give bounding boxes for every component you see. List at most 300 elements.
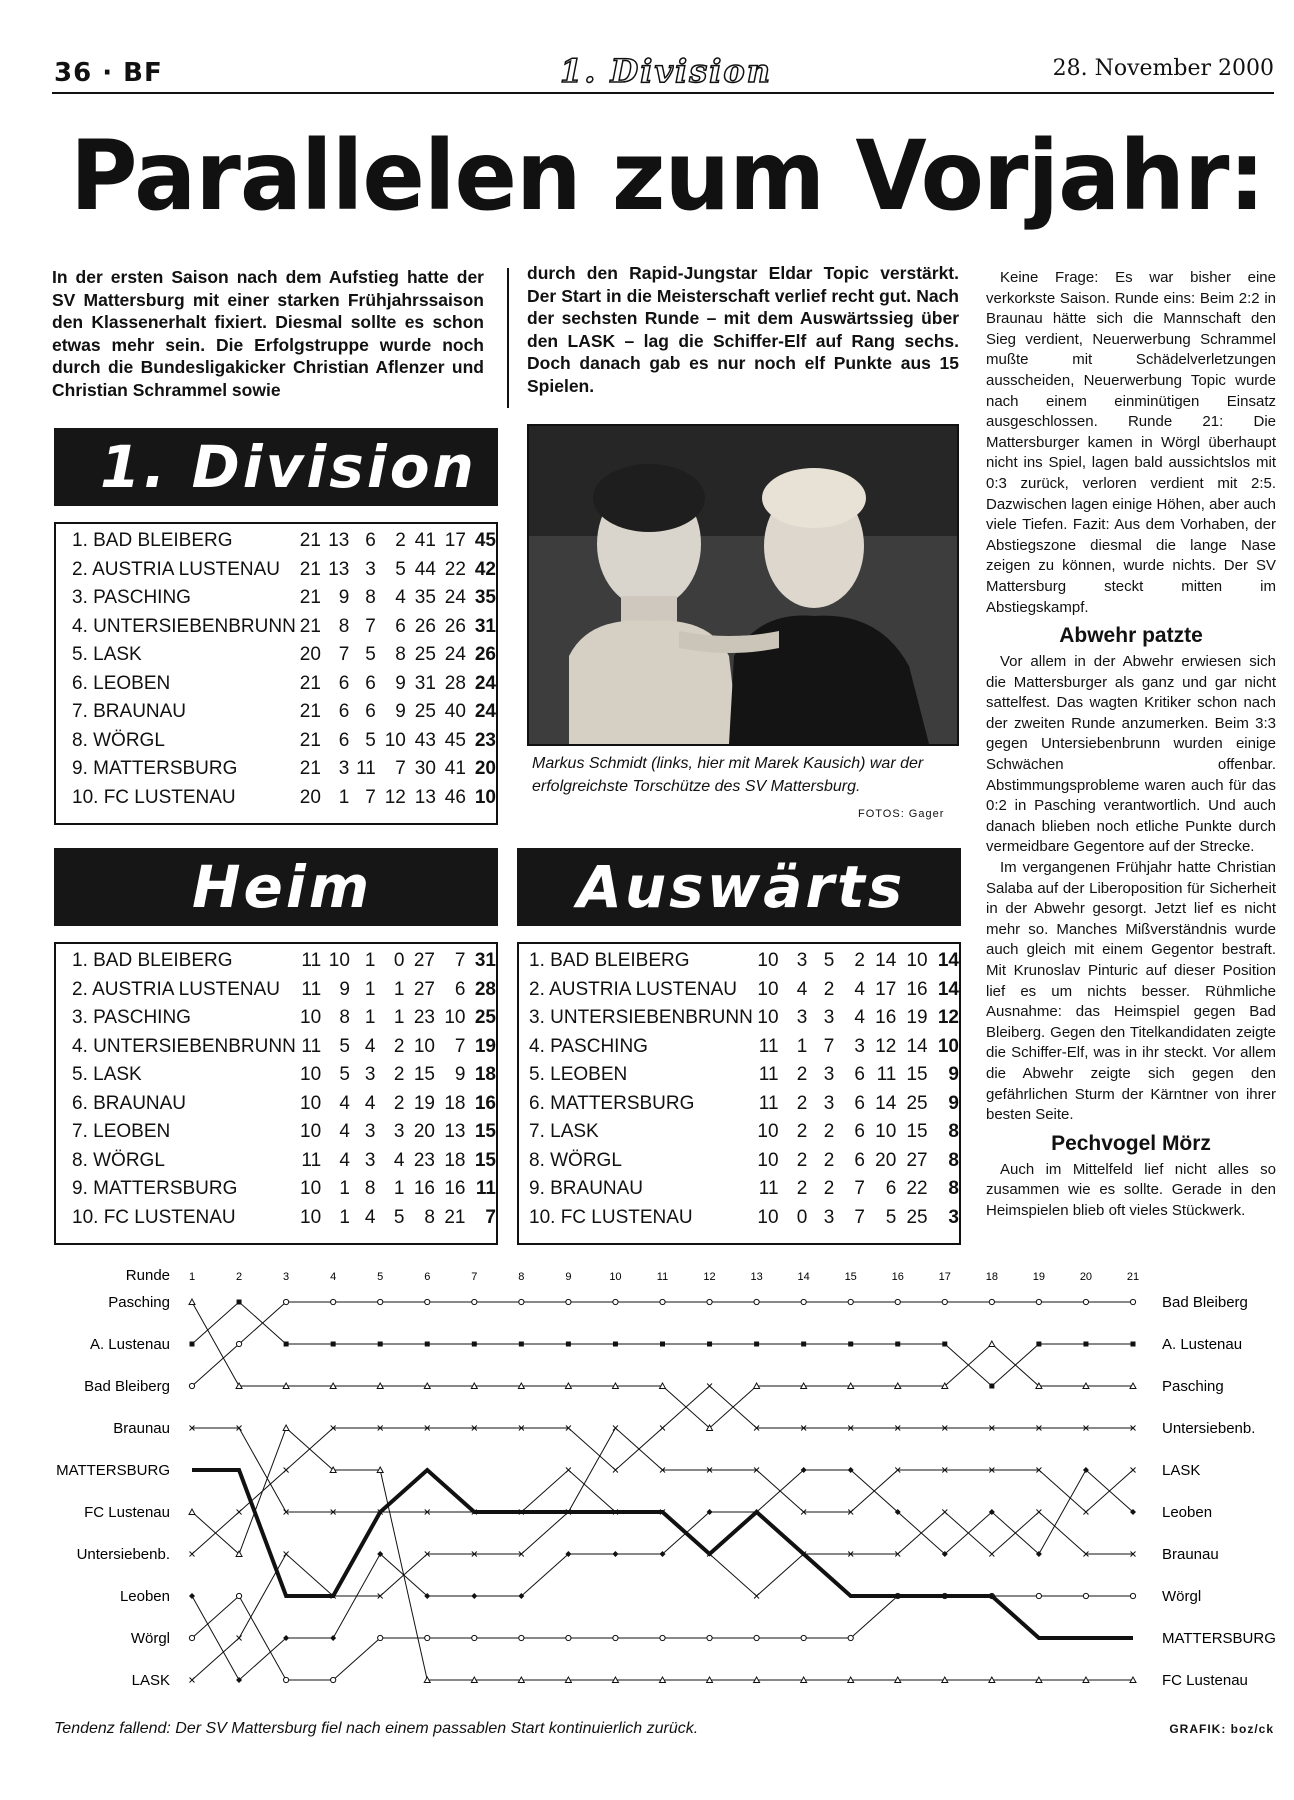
team-name: 5. LEOBEN	[529, 1064, 628, 1085]
stat-cell: 40	[444, 701, 466, 722]
stat-cell: 14	[906, 1035, 928, 1057]
stat-cell: 17	[444, 530, 466, 551]
stat-cell: 5	[339, 1064, 350, 1085]
left-rank-label: MATTERSBURG	[56, 1462, 170, 1479]
stat-cell: 2	[395, 530, 406, 551]
stat-cell: 8	[364, 1178, 376, 1199]
round-tick-label: 18	[985, 1271, 998, 1283]
stat-cell: 8	[339, 1007, 350, 1028]
data-point	[425, 1635, 430, 1640]
team-name: 7. BRAUNAU	[72, 701, 187, 722]
right-rank-label: LASK	[1162, 1462, 1201, 1479]
points-cell: 9	[948, 1064, 959, 1085]
stat-cell: 13	[444, 1121, 466, 1142]
table-row	[72, 556, 496, 585]
stat-cell: 5	[885, 1206, 897, 1228]
points-cell: 25	[474, 1007, 496, 1028]
stat-cell: 3	[823, 1206, 835, 1228]
data-point	[801, 1342, 806, 1347]
data-point	[989, 1341, 995, 1347]
points-cell: 10	[474, 786, 496, 808]
data-point	[237, 1510, 242, 1515]
data-point	[283, 1425, 289, 1431]
column-rule	[507, 268, 509, 408]
data-point	[707, 1635, 712, 1640]
stat-cell: 6	[854, 1092, 865, 1114]
right-rank-label: Bad Bleiberg	[1162, 1294, 1248, 1311]
stat-cell: 7	[854, 1178, 865, 1199]
data-point	[660, 1426, 665, 1431]
data-point	[519, 1635, 524, 1640]
data-point	[613, 1426, 618, 1431]
stat-cell: 3	[338, 758, 350, 779]
round-tick-label: 4	[330, 1271, 337, 1283]
stat-cell: 2	[823, 1121, 835, 1142]
data-point	[707, 1299, 712, 1304]
stat-cell: 13	[328, 558, 350, 580]
stat-cell: 7	[338, 644, 350, 665]
stat-cell: 11	[758, 1064, 779, 1085]
team-name: 3. PASCHING	[72, 587, 191, 608]
data-point	[989, 1552, 994, 1557]
points-cell: 35	[474, 587, 496, 608]
data-point	[284, 1677, 289, 1682]
stat-cell: 7	[365, 615, 376, 637]
data-point	[519, 1299, 524, 1304]
data-point	[190, 1552, 195, 1557]
stat-cell: 6	[395, 615, 406, 637]
data-point	[848, 1299, 853, 1304]
stat-cell: 9	[454, 1064, 466, 1085]
stat-cell: 15	[906, 1064, 928, 1085]
stat-cell: 45	[444, 729, 466, 751]
data-point	[1036, 1593, 1041, 1598]
stat-cell: 30	[414, 758, 436, 779]
data-point	[331, 1677, 336, 1682]
stat-cell: 12	[384, 786, 406, 808]
stat-cell: 2	[823, 978, 835, 1000]
stat-cell: 4	[364, 1206, 376, 1228]
data-point	[942, 1510, 947, 1515]
stat-cell: 3	[796, 1007, 808, 1028]
stat-cell: 0	[796, 1206, 808, 1228]
stat-cell: 3	[365, 558, 376, 580]
stat-cell: 10	[757, 950, 779, 971]
round-tick-label: 3	[283, 1271, 290, 1283]
table-row	[72, 1004, 496, 1033]
data-point	[378, 1299, 383, 1304]
data-point	[660, 1342, 665, 1347]
intro-column-2: durch den Rapid-Jungstar Eldar Topic verstärkt. Der Start in die Meisterschaft verlief recht gut. Nach der sechsten Runde – mit dem Auswärtssieg über den LASK – lag die Schiffer-Elf auf Rang sechs. Doch danach gab es nur noch elf Punkte aus 15 Spielen.	[527, 263, 959, 396]
stat-cell: 10	[875, 1121, 897, 1142]
stat-cell: 21	[299, 701, 321, 722]
stat-cell: 10	[328, 950, 350, 971]
team-name: 2. AUSTRIA LUSTENAU	[72, 558, 281, 580]
team-name: 7. LASK	[529, 1121, 599, 1142]
data-point	[519, 1342, 524, 1347]
table-row	[72, 527, 496, 556]
stat-cell: 5	[395, 558, 406, 580]
left-rank-label: A. Lustenau	[89, 1336, 170, 1353]
section-title: 1. Division	[560, 52, 772, 90]
stat-cell: 16	[444, 1178, 466, 1199]
stat-cell: 7	[454, 950, 466, 971]
stat-cell: 10	[757, 1149, 779, 1171]
round-tick-label: 8	[518, 1271, 525, 1283]
stat-cell: 9	[339, 978, 350, 1000]
stat-cell: 22	[444, 558, 466, 580]
points-cell: 18	[474, 1064, 496, 1085]
table-row	[72, 947, 496, 976]
stat-cell: 41	[414, 530, 436, 551]
stat-cell: 10	[444, 1007, 466, 1028]
table-row	[72, 1204, 496, 1233]
stat-cell: 3	[393, 1121, 405, 1142]
stat-cell: 16	[413, 1178, 435, 1199]
stat-cell: 1	[796, 1035, 808, 1057]
points-cell: 28	[474, 978, 496, 1000]
table-row	[72, 1147, 496, 1176]
stat-cell: 4	[364, 1092, 376, 1114]
data-point	[1131, 1468, 1136, 1473]
data-point	[330, 1635, 336, 1641]
stat-cell: 2	[393, 1092, 405, 1114]
stat-cell: 10	[757, 1007, 779, 1028]
right-rank-label: Leoben	[1162, 1504, 1213, 1521]
stat-cell: 25	[906, 1092, 928, 1114]
round-tick-label: 21	[1126, 1271, 1140, 1283]
stat-cell: 10	[757, 1121, 779, 1142]
stat-cell: 35	[414, 587, 436, 608]
table-row	[529, 1118, 959, 1147]
stat-cell: 25	[414, 701, 436, 722]
data-point	[284, 1299, 289, 1304]
data-point	[989, 1299, 994, 1304]
table-row	[72, 698, 496, 727]
stat-cell: 24	[444, 644, 466, 665]
stat-cell: 27	[413, 978, 435, 1000]
stat-cell: 19	[413, 1092, 435, 1114]
series-line	[192, 1302, 1133, 1428]
subheading-pechvogel: Pechvogel Mörz	[1051, 1131, 1211, 1155]
data-point	[378, 1342, 383, 1347]
stat-cell: 7	[454, 1035, 466, 1057]
stat-cell: 3	[854, 1035, 865, 1057]
left-rank-label: Wörgl	[130, 1630, 170, 1647]
data-point	[613, 1468, 618, 1473]
stat-cell: 10	[300, 1007, 322, 1028]
stat-cell: 7	[395, 758, 406, 779]
stat-cell: 44	[414, 558, 436, 580]
chart-caption: Tendenz fallend: Der SV Mattersburg fiel nach einem passablen Start kontinuierlich zurück.	[54, 1720, 699, 1737]
stat-cell: 2	[393, 1064, 405, 1085]
paragraph: Keine Frage: Es war bisher eine verkorkste Saison. Runde eins: Beim 2:2 in Braunau hätte sich die Mannschaft den Sieg verdient, Neuerwerbung Schrammel mußte mit Schädelverletzungen ausscheiden, Neuerwerbung Topic wurde nach einem einminütigen Einsatz ausgeschlossen. Runde 21: Die Mattersburger kamen in Wörgl überhaupt nicht ins Spiel, lagen bald aussichtslos mit 0:3 zurück, verloren verdient mit 2:5. Dazwischen lagen einige Höhen, aber auch viele Tiefen. Fazit: Aus dem Vorhaben, der Abstiegszone diesmal die lange Nase zeigen zu können, wurde nichts. Der SV Mattersburg steckt mitten im Abstiegskampf.	[986, 269, 1276, 616]
data-point	[660, 1299, 665, 1304]
issue-date: 28. November 2000	[1052, 56, 1274, 81]
data-point	[613, 1299, 618, 1304]
table-row	[72, 1033, 496, 1062]
stat-cell: 46	[444, 786, 466, 808]
stat-cell: 2	[823, 1149, 835, 1171]
stat-cell: 27	[413, 950, 435, 971]
data-point	[1036, 1299, 1041, 1304]
data-point	[566, 1299, 571, 1304]
paragraph: Vor allem in der Abwehr erwiesen sich die Mattersburger als ganz und gar nicht sattelfest. Das wagten Kritiker schon nach der zweiten Runde anzumerken. Beim 3:3 gegen Untersiebenbrunn wurden einige Schwächen offenbar. Abstimmungsprobleme waren auch für das 0:2 in Pasching verantwortlich. Und auch danach blieben noch etliche Punkte durch vermeidbare Gegentore auf der Strecke.	[986, 653, 1276, 856]
team-name: 4. UNTERSIEBENBRUNN	[72, 1035, 296, 1057]
stat-cell: 11	[301, 950, 322, 971]
stat-cell: 1	[364, 1007, 376, 1028]
stat-cell: 22	[906, 1178, 928, 1199]
stat-cell: 0	[393, 950, 405, 971]
data-point	[566, 1468, 571, 1473]
left-rank-label: Pasching	[108, 1294, 170, 1311]
stat-cell: 13	[414, 786, 436, 808]
points-cell: 24	[474, 672, 496, 694]
data-point	[190, 1342, 195, 1347]
stat-cell: 7	[854, 1206, 865, 1228]
table-row	[72, 1061, 496, 1090]
stat-cell: 25	[414, 644, 436, 665]
stat-cell: 11	[758, 1178, 779, 1199]
paragraph: Im vergangenen Frühjahr hatte Christian Salaba auf der Liberoposition für Sicherheit in der Abwehr gesorgt. Jetzt lief es nicht mehr so. Manches Mißverständnis wurde auch gleich mit einem Gegentor bestraft. Mit Krunoslav Pinturic auf dieser Position lief es um nichts besser. Rühmliche Ausnahme: das Heimspiel gegen Bad Bleiberg. Gegen den Titelkandidaten zeigte die Schiffer-Elf, was in ihr steckt. Vor allem die Abwehr zeigte sich gegen den gefährlichen Sturm der Kärntner von ihrer besten Seite.	[986, 859, 1276, 1124]
data-point	[1083, 1299, 1088, 1304]
table-row	[529, 1061, 959, 1090]
photo-credit: FOTOS: Gager	[858, 808, 945, 820]
left-rank-label: LASK	[131, 1672, 170, 1689]
stat-cell: 27	[906, 1149, 928, 1171]
data-point	[989, 1384, 994, 1389]
team-name: 6. MATTERSBURG	[529, 1092, 695, 1114]
heim-table-title: Heim	[54, 848, 498, 926]
data-point	[331, 1299, 336, 1304]
stat-cell: 3	[364, 1149, 376, 1171]
team-name: 5. LASK	[72, 644, 142, 665]
table-row	[72, 670, 496, 699]
data-point	[754, 1594, 759, 1599]
stat-cell: 20	[413, 1121, 435, 1142]
stat-cell: 9	[395, 701, 406, 722]
data-point	[190, 1678, 195, 1683]
stat-cell: 10	[413, 1035, 435, 1057]
points-cell: 45	[474, 530, 496, 551]
stat-cell: 21	[299, 558, 321, 580]
points-cell: 14	[937, 978, 959, 1000]
stat-cell: 5	[365, 644, 376, 665]
stat-cell: 6	[854, 1121, 865, 1142]
round-tick-label: 6	[424, 1271, 431, 1283]
stat-cell: 10	[300, 1092, 322, 1114]
team-name: 9. MATTERSBURG	[72, 758, 238, 779]
stat-cell: 2	[393, 1035, 405, 1057]
stat-cell: 21	[299, 729, 321, 751]
data-point	[237, 1300, 242, 1305]
stat-cell: 18	[444, 1092, 466, 1114]
round-tick-label: 20	[1079, 1271, 1093, 1283]
team-name: 7. LEOBEN	[72, 1121, 171, 1142]
stat-cell: 25	[906, 1206, 928, 1228]
round-tick-label: 19	[1032, 1271, 1046, 1283]
stat-cell: 15	[413, 1064, 435, 1085]
data-point	[801, 1635, 806, 1640]
table-row	[72, 755, 496, 784]
data-point	[1130, 1299, 1135, 1304]
standings-chart	[40, 1260, 1280, 1710]
stat-cell: 20	[299, 786, 321, 808]
data-point	[613, 1342, 618, 1347]
data-point	[425, 1299, 430, 1304]
points-cell: 31	[474, 950, 496, 971]
right-rank-label: Pasching	[1162, 1378, 1224, 1395]
data-point	[378, 1635, 383, 1640]
round-tick-label: 1	[188, 1271, 196, 1283]
round-tick-label: 5	[377, 1271, 384, 1283]
team-name: 8. WÖRGL	[529, 1149, 622, 1171]
stat-cell: 8	[395, 644, 406, 665]
stat-cell: 3	[364, 1121, 376, 1142]
team-name: 1. BAD BLEIBERG	[72, 530, 233, 551]
data-point	[1036, 1342, 1041, 1347]
left-rank-label: Leoben	[119, 1588, 170, 1605]
stat-cell: 5	[393, 1206, 405, 1228]
data-point	[942, 1342, 947, 1347]
stat-cell: 21	[299, 615, 321, 637]
team-name: 8. WÖRGL	[72, 729, 165, 751]
team-name: 2. AUSTRIA LUSTENAU	[72, 978, 281, 1000]
data-point	[236, 1341, 241, 1346]
points-cell: 23	[474, 729, 496, 751]
stat-cell: 11	[758, 1035, 779, 1057]
stat-cell: 7	[823, 1035, 835, 1057]
stat-cell: 9	[338, 587, 350, 608]
points-cell: 19	[474, 1035, 496, 1057]
paragraph: Auch im Mittelfeld lief nicht alles so zusammen wie es sollte. Gerade in den Heimspielen blieb oft vieles Stückwerk.	[986, 1160, 1276, 1219]
points-cell: 12	[937, 1007, 959, 1028]
team-name: 9. MATTERSBURG	[72, 1178, 238, 1199]
stat-cell: 21	[299, 587, 321, 608]
intro-column-1: In der ersten Saison nach dem Aufstieg hatte der SV Mattersburg mit einer starken Frühjahrssaison den Klassenerhalt fixiert. Diesmal sollte es schon etwas mehr sein. Die Erfolgstruppe wurde noch durch die Bundesligakicker Christian Aflenzer und Christian Schrammel sowie	[52, 267, 484, 400]
data-point	[754, 1299, 759, 1304]
stat-cell: 19	[906, 1007, 928, 1028]
header-rule	[52, 92, 1274, 94]
stat-cell: 8	[365, 587, 376, 608]
stat-cell: 6	[338, 672, 350, 694]
points-cell: 24	[474, 701, 496, 722]
stat-cell: 14	[875, 1092, 897, 1114]
stat-cell: 1	[338, 786, 350, 808]
team-name: 9. BRAUNAU	[529, 1178, 644, 1199]
data-point	[189, 1299, 195, 1305]
points-cell: 15	[474, 1149, 496, 1171]
team-name: 10. FC LUSTENAU	[529, 1206, 693, 1228]
stat-cell: 21	[444, 1206, 466, 1228]
stat-cell: 8	[338, 615, 350, 637]
data-point	[425, 1342, 430, 1347]
table-row	[72, 584, 496, 613]
data-point	[471, 1593, 477, 1599]
data-point	[284, 1552, 289, 1557]
stat-cell: 5	[365, 729, 376, 751]
stat-cell: 10	[906, 950, 928, 971]
data-point	[613, 1635, 618, 1640]
stat-cell: 43	[414, 729, 436, 751]
points-cell: 14	[937, 950, 959, 971]
stat-cell: 10	[757, 1206, 779, 1228]
round-tick-label: 9	[565, 1271, 572, 1283]
round-tick-label: 10	[609, 1271, 622, 1283]
chart-credit: GRAFIK: boz/ck	[1169, 1722, 1274, 1736]
data-point	[472, 1342, 477, 1347]
stat-cell: 11	[356, 758, 376, 779]
table-row	[72, 613, 496, 642]
round-tick-label: 2	[235, 1271, 243, 1283]
stat-cell: 11	[301, 978, 322, 1000]
stat-cell: 23	[413, 1149, 435, 1171]
data-point	[189, 1593, 195, 1599]
data-point	[660, 1635, 665, 1640]
left-rank-label: Braunau	[113, 1420, 170, 1437]
table-row	[72, 1118, 496, 1147]
stat-cell: 5	[339, 1035, 350, 1057]
stat-cell: 5	[823, 950, 835, 971]
data-point	[942, 1299, 947, 1304]
stat-cell: 21	[299, 758, 321, 779]
stat-cell: 11	[301, 1149, 322, 1171]
division-table	[54, 522, 498, 825]
data-point	[754, 1342, 759, 1347]
team-name: 10. FC LUSTENAU	[72, 786, 236, 808]
points-cell: 15	[474, 1121, 496, 1142]
stat-cell: 2	[796, 1178, 808, 1199]
stat-cell: 1	[339, 1206, 350, 1228]
stat-cell: 2	[854, 950, 865, 971]
data-point	[472, 1299, 477, 1304]
left-rank-label: Bad Bleiberg	[84, 1378, 170, 1395]
stat-cell: 4	[854, 1007, 865, 1028]
stat-cell: 4	[395, 587, 406, 608]
series-line	[192, 1470, 1133, 1680]
team-name: 1. BAD BLEIBERG	[529, 950, 690, 971]
stat-cell: 1	[364, 950, 376, 971]
stat-cell: 6	[338, 729, 350, 751]
round-tick-label: 12	[703, 1271, 716, 1283]
stat-cell: 2	[796, 1092, 808, 1114]
stat-cell: 13	[328, 530, 350, 551]
right-rank-label: FC Lustenau	[1162, 1672, 1248, 1689]
stat-cell: 1	[339, 1178, 350, 1199]
stat-cell: 3	[364, 1064, 376, 1085]
points-cell: 8	[948, 1121, 959, 1142]
table-row	[529, 1175, 959, 1204]
stat-cell: 3	[823, 1007, 835, 1028]
stat-cell: 6	[854, 1149, 865, 1171]
stat-cell: 6	[365, 701, 376, 722]
stat-cell: 14	[875, 950, 897, 971]
points-cell: 7	[485, 1206, 496, 1228]
player-photo	[527, 424, 959, 746]
stat-cell: 9	[395, 672, 406, 694]
stat-cell: 8	[424, 1206, 435, 1228]
x-axis-label: Runde	[125, 1267, 170, 1284]
right-rank-label: Braunau	[1162, 1546, 1219, 1563]
stat-cell: 11	[876, 1064, 897, 1085]
division-table-title: 1. Division	[54, 428, 498, 506]
stat-cell: 11	[758, 1092, 779, 1114]
stat-cell: 7	[365, 786, 376, 808]
data-point	[189, 1509, 195, 1515]
stat-cell: 16	[906, 978, 928, 1000]
data-point	[801, 1299, 806, 1304]
stat-cell: 4	[796, 978, 808, 1000]
